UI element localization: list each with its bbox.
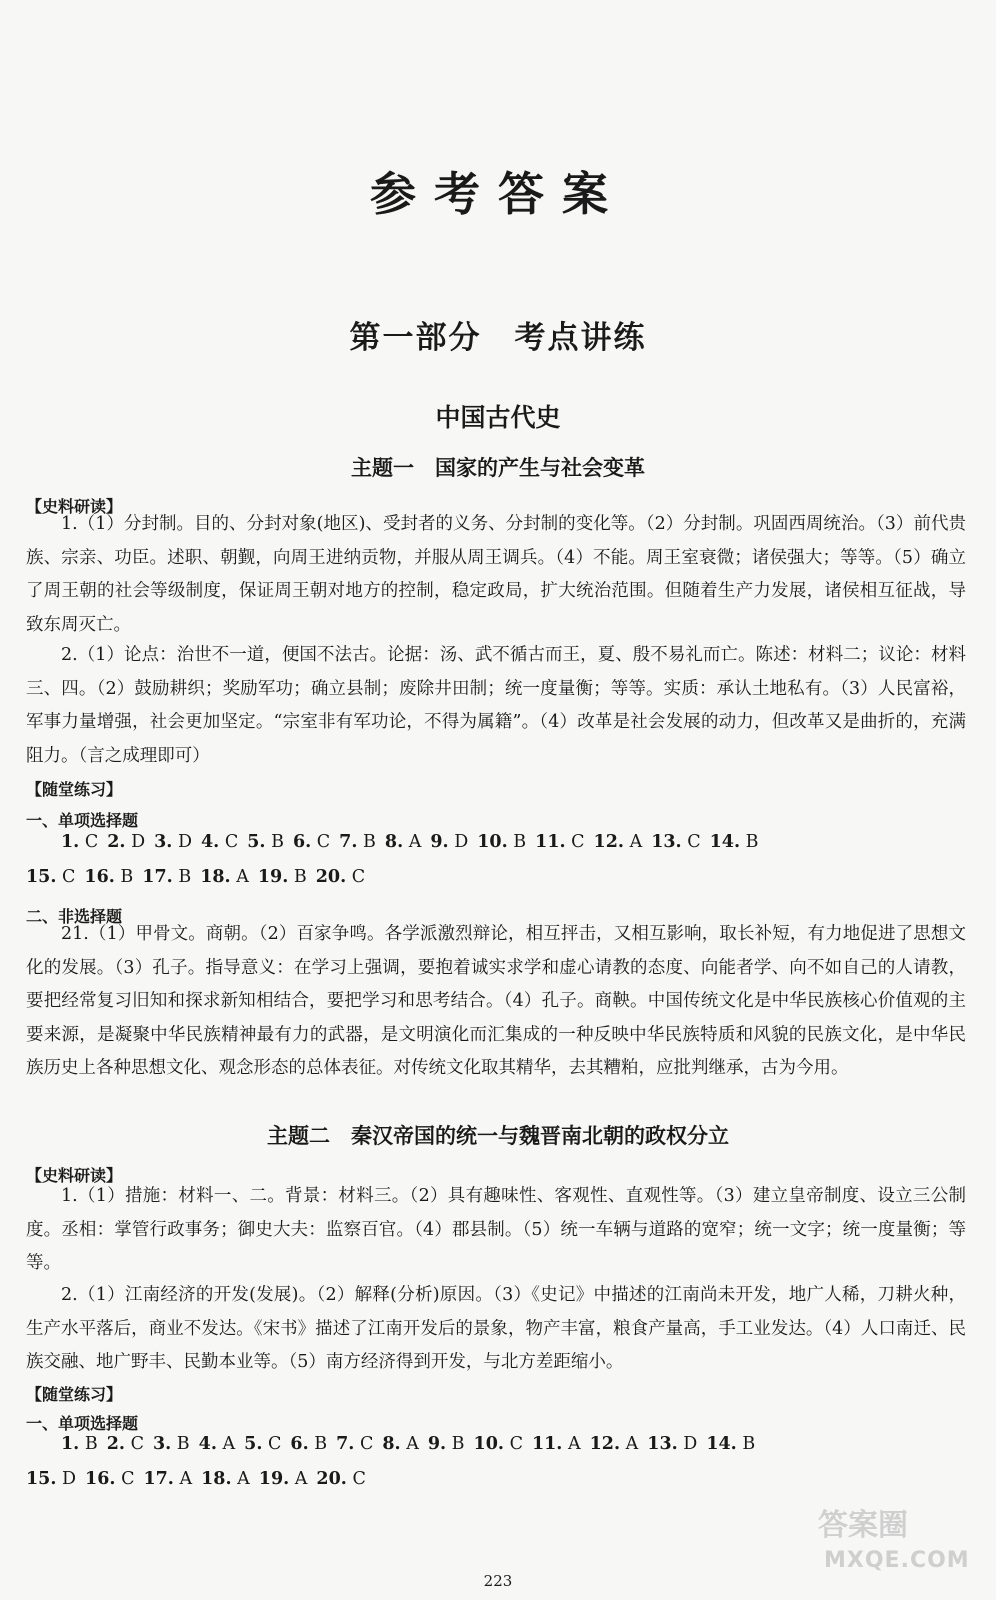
mc-number: 14.	[706, 1434, 737, 1454]
topic1-practice-label: 【随堂练习】	[26, 780, 123, 799]
mc-answer	[706, 1428, 755, 1462]
topic2-mc-row1	[26, 1428, 971, 1462]
topic1-mc-row1	[26, 826, 971, 860]
mc-choice: B	[114, 867, 134, 887]
mc-choice: C	[79, 832, 99, 852]
mc-number: 12.	[589, 1434, 621, 1454]
mc-number: 9.	[427, 1434, 447, 1454]
mc-choice: D	[56, 1469, 77, 1489]
mc-number: 20.	[316, 1469, 347, 1489]
mc-number: 11.	[531, 1434, 563, 1454]
mc-answer	[244, 1428, 281, 1462]
mc-answer	[200, 861, 249, 895]
mc-choice: A	[289, 1469, 308, 1489]
mc-number: 16.	[85, 1469, 116, 1489]
mc-number: 12.	[593, 832, 624, 852]
mc-answer	[61, 1428, 98, 1462]
mc-answer	[590, 1428, 639, 1462]
mc-answer	[201, 1463, 250, 1497]
mc-number: 8.	[382, 1434, 401, 1454]
mc-answer	[647, 1428, 697, 1462]
mc-choice: C	[219, 832, 239, 852]
mc-answer	[339, 826, 376, 860]
mc-number: 4.	[198, 1434, 217, 1454]
mc-choice: C	[262, 1434, 282, 1454]
mc-answer	[535, 826, 584, 860]
mc-answer	[430, 826, 468, 860]
mc-answer	[258, 861, 307, 895]
mc-choice: B	[308, 1434, 328, 1454]
mc-number: 18.	[201, 1469, 232, 1489]
mc-number: 9.	[430, 832, 449, 852]
mc-choice: C	[565, 832, 585, 852]
mc-number: 18.	[200, 867, 231, 887]
mc-number: 15.	[26, 867, 57, 887]
page-title: 参考答案	[370, 167, 626, 221]
mc-number: 5.	[247, 832, 266, 852]
mc-choice: A	[624, 832, 643, 852]
mc-choice: C	[354, 1434, 374, 1454]
mc-answer	[651, 826, 700, 860]
mc-choice: B	[736, 1434, 756, 1454]
mc-number: 17.	[142, 867, 173, 887]
mc-answer	[142, 861, 191, 895]
topic2-single-choice-label: 一、单项选择题	[26, 1414, 139, 1433]
mc-number: 1.	[61, 1434, 80, 1454]
page-number: 223	[483, 1572, 513, 1590]
mc-choice: A	[620, 1434, 639, 1454]
mc-choice: C	[115, 1469, 135, 1489]
topic2-title: 主题二 秦汉帝国的统一与魏晋南北朝的政权分立	[267, 1123, 729, 1148]
topic1-title: 主题一 国家的产生与社会变革	[351, 455, 645, 480]
mc-number: 3.	[154, 832, 173, 852]
mc-choice: A	[230, 867, 249, 887]
mc-answer	[143, 1463, 192, 1497]
mc-answer	[474, 1428, 523, 1462]
mc-answer	[477, 826, 526, 860]
mc-choice: B	[265, 832, 284, 852]
mc-number: 19.	[258, 1469, 290, 1489]
topic2-mc-row2	[26, 1463, 971, 1497]
mc-answer	[594, 826, 643, 860]
mc-number: 13.	[651, 832, 682, 852]
mc-answer	[107, 826, 145, 860]
mc-answer	[259, 1463, 308, 1497]
mc-choice: C	[125, 1434, 144, 1454]
mc-answer	[385, 826, 421, 860]
mc-number: 4.	[200, 832, 220, 852]
mc-number: 2.	[106, 1434, 125, 1454]
mc-number: 13.	[647, 1434, 678, 1454]
mc-number: 16.	[84, 867, 115, 887]
mc-number: 8.	[384, 832, 404, 852]
topic1-nonchoice-label: 二、非选择题	[26, 907, 123, 926]
mc-choice: B	[507, 832, 527, 852]
mc-number: 17.	[143, 1469, 174, 1489]
mc-choice: A	[562, 1434, 581, 1454]
mc-number: 20.	[315, 867, 347, 887]
mc-number: 1.	[61, 832, 80, 852]
mc-answer	[201, 826, 238, 860]
mc-answer	[316, 861, 365, 895]
topic2-practice-label: 【随堂练习】	[26, 1385, 123, 1404]
mc-answer	[107, 1428, 144, 1462]
section-title: 中国古代史	[435, 403, 561, 432]
mc-number: 2.	[107, 832, 126, 852]
mc-choice: C	[504, 1434, 523, 1454]
topic1-mc-row2	[26, 861, 971, 895]
mc-choice: A	[216, 1434, 236, 1454]
mc-number: 11.	[535, 832, 566, 852]
mc-choice: B	[172, 867, 192, 887]
mc-choice: D	[677, 1434, 698, 1454]
mc-choice: B	[740, 832, 759, 852]
mc-number: 15.	[26, 1469, 57, 1489]
topic1-answer-2: 2.（1）论点：治世不一道，便国不法古。论据：汤、武不循古而王，夏、殷不易礼而亡。陈述：材料二；议论：材料三、四。（2）鼓励耕织；奖励军功；确立县制；废除井田制；统一度量衡；等等。实质：承认土地私有。（3）人民富裕，军事力量增强，社会更加坚定。“宗室非有军功论，不得为属籍”。（4）改革是社会发展的动力，但改革又是曲折的，充满阻力。（言之成理即可）	[26, 645, 966, 766]
topic2-answer-2: 2.（1）江南经济的开发(发展)。（2）解释(分析)原因。（3）《史记》中描述的江南尚未开发，地广人稀，刀耕火种，生产水平落后，商业不发达。《宋书》描述了江南开发后的景象，物产丰富，粮食产量高，手工业发达。（4）人口南迁、民族交融、地广野丰、民勤本业等。（5）南方经济得到开发，与北方差距缩小。	[26, 1285, 966, 1372]
mc-choice: B	[446, 1434, 465, 1454]
mc-answer	[153, 1428, 190, 1462]
mc-choice: B	[171, 1434, 190, 1454]
mc-answer	[290, 1428, 327, 1462]
mc-number: 19.	[257, 867, 289, 887]
watermark-top: 答案圈	[818, 1508, 908, 1543]
mc-number: 7.	[339, 832, 358, 852]
mc-choice: B	[357, 832, 376, 852]
mc-number: 6.	[292, 832, 312, 852]
mc-answer	[26, 861, 75, 895]
watermark-bottom: MXQE.COM	[824, 1548, 970, 1573]
mc-number: 6.	[290, 1434, 309, 1454]
mc-number: 10.	[477, 832, 508, 852]
mc-choice: D	[172, 832, 192, 852]
topic1-single-choice-label: 一、单项选择题	[26, 811, 139, 830]
mc-choice: D	[125, 832, 146, 852]
mc-answer	[532, 1428, 581, 1462]
mc-choice: D	[448, 832, 469, 852]
mc-choice: A	[173, 1469, 193, 1489]
mc-answer	[61, 826, 98, 860]
mc-number: 5.	[244, 1434, 263, 1454]
mc-choice: C	[56, 867, 76, 887]
mc-number: 14.	[709, 832, 741, 852]
mc-answer	[85, 1463, 134, 1497]
mc-choice: C	[681, 832, 701, 852]
mc-answer	[154, 826, 192, 860]
mc-choice: C	[346, 1469, 366, 1489]
mc-answer	[84, 861, 133, 895]
mc-choice: A	[403, 832, 422, 852]
mc-answer	[26, 1463, 76, 1497]
mc-number: 7.	[336, 1434, 355, 1454]
mc-answer	[710, 826, 759, 860]
mc-answer	[336, 1428, 373, 1462]
topic2-research-label: 【史料研读】	[26, 1166, 123, 1185]
part-title: 第一部分 考点讲练	[349, 320, 647, 356]
mc-choice: B	[288, 867, 307, 887]
mc-number: 3.	[152, 1434, 172, 1454]
mc-answer	[199, 1428, 235, 1462]
watermark-logo	[818, 1500, 978, 1585]
mc-choice: C	[346, 867, 366, 887]
mc-answer	[247, 826, 284, 860]
mc-choice: B	[79, 1434, 98, 1454]
mc-answer	[382, 1428, 418, 1462]
topic2-answer-1: 1.（1）措施：材料一、二。背景：材料三。（2）具有趣味性、客观性、直观性等。（3）建立皇帝制度、设立三公制度。丞相：掌管行政事务；御史大夫：监察百官。（4）郡县制。（5）统一车辆与道路的宽窄；统一文字；统一度量衡；等等。	[26, 1186, 966, 1273]
topic1-answer-21: 21.（1）甲骨文。商朝。（2）百家争鸣。各学派激烈辩论，相互抨击，又相互影响，取长补短，有力地促进了思想文化的发展。（3）孔子。指导意义：在学习上强调，要抱着诚实求学和虚心请教的态度、向能者学、向不如自己的人请教，要把经常复习旧知和探求新知相结合，要把学习和思考结合。（4）孔子。商鞅。中国传统文化是中华民族核心价值观的主要来源，是凝聚中华民族精神最有力的武器，是文明演化而汇集成的一种反映中华民族特质和风貌的民族文化，是中华民族历史上各种思想文化、观念形态的总体表征。对传统文化取其精华，去其糟粕，应批判继承，古为今用。	[26, 924, 966, 1078]
mc-choice: C	[311, 832, 331, 852]
mc-choice: A	[400, 1434, 419, 1454]
mc-answer	[428, 1428, 465, 1462]
topic1-research-label: 【史料研读】	[26, 497, 123, 516]
mc-answer	[293, 826, 330, 860]
mc-answer	[316, 1463, 365, 1497]
mc-number: 10.	[473, 1434, 504, 1454]
topic1-answer-1: 1.（1）分封制。目的、分封对象(地区)、受封者的义务、分封制的变化等。（2）分封制。巩固西周统治。（3）前代贵族、宗亲、功臣。述职、朝觐，向周王进纳贡物，并服从周王调兵。（4）不能。周王室衰微；诸侯强大；等等。（5）确立了周王朝的社会等级制度，保证周王朝对地方的控制，稳定政局，扩大统治范围。但随着生产力发展，诸侯相互征战，导致东周灭亡。	[26, 514, 966, 635]
mc-choice: A	[231, 1469, 250, 1489]
